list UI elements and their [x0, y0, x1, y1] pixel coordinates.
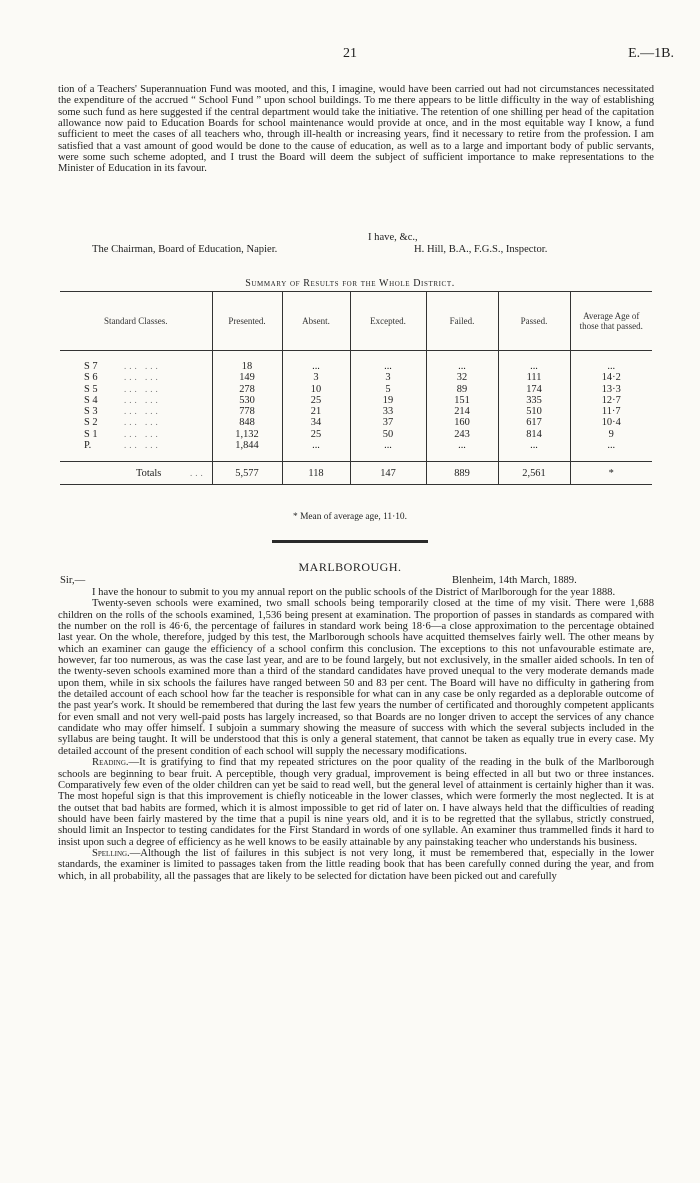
failed-cell: 89 — [426, 384, 498, 395]
row-class-cell — [60, 395, 212, 406]
class-label: S 5 — [84, 383, 98, 395]
leader-dots: ... ... — [124, 394, 161, 405]
document-reference: E.—1B. — [628, 46, 674, 61]
absent-cell: 34 — [282, 417, 350, 428]
leader-dots: ... ... — [124, 417, 161, 428]
absent-cell: 21 — [282, 406, 350, 417]
totals-passed: 2,561 — [498, 462, 570, 485]
absent-cell: ... — [282, 361, 350, 372]
failed-cell: 32 — [426, 372, 498, 383]
header-passed: Passed. — [498, 292, 570, 351]
table-title: Summary of Results for the Whole District. — [245, 278, 455, 289]
average-age-cell: ... — [570, 361, 652, 372]
header-failed: Failed. — [426, 292, 498, 351]
average-age-cell: ... — [570, 440, 652, 451]
class-label: P. — [84, 440, 92, 452]
excepted-cell: ... — [350, 361, 426, 372]
table-row — [60, 384, 652, 395]
row-class-cell — [60, 406, 212, 417]
average-age-cell: 14·2 — [570, 372, 652, 383]
presented-cell: 278 — [212, 384, 282, 395]
totals-row — [60, 462, 652, 485]
average-age-cell: 9 — [570, 429, 652, 440]
table-header-row — [60, 292, 652, 351]
totals-average-age: * — [570, 462, 652, 485]
row-class-cell — [60, 440, 212, 451]
presented-cell: 778 — [212, 406, 282, 417]
failed-cell: 214 — [426, 406, 498, 417]
addressee: The Chairman, Board of Education, Napier. — [92, 244, 278, 255]
intro-paragraph — [58, 84, 654, 175]
totals-label-cell: Totals ... — [60, 462, 212, 485]
failed-cell: ... — [426, 440, 498, 451]
class-label: S 7 — [84, 361, 98, 372]
table-row — [60, 372, 652, 383]
row-class-cell — [60, 429, 212, 440]
row-class-cell — [60, 372, 212, 383]
class-label: S 2 — [84, 417, 98, 429]
excepted-cell: 5 — [350, 384, 426, 395]
page-number: 21 — [343, 46, 357, 61]
header-standard-classes: Standard Classes. — [60, 292, 212, 351]
average-age-cell: 11·7 — [570, 406, 652, 417]
absent-cell: 25 — [282, 429, 350, 440]
header-absent: Absent. — [282, 292, 350, 351]
table-row — [60, 395, 652, 406]
paragraph-spelling — [58, 848, 654, 882]
table-row — [60, 440, 652, 451]
class-label: S 3 — [84, 406, 98, 418]
leader-dots: ... ... — [124, 372, 161, 383]
absent-cell: ... — [282, 440, 350, 451]
failed-cell: 160 — [426, 417, 498, 428]
failed-cell: 243 — [426, 429, 498, 440]
excepted-cell: 3 — [350, 372, 426, 383]
leader-dots: ... ... — [124, 383, 161, 394]
presented-cell: 1,844 — [212, 440, 282, 451]
row-class-cell — [60, 361, 212, 372]
reading-heading: Reading. — [92, 757, 129, 769]
passed-cell: 510 — [498, 406, 570, 417]
closing-line: I have, &c., — [368, 232, 418, 243]
presented-cell: 149 — [212, 372, 282, 383]
table-spacer — [60, 451, 652, 462]
row-class-cell — [60, 417, 212, 428]
totals-absent: 118 — [282, 462, 350, 485]
failed-cell: ... — [426, 361, 498, 372]
leader-dots: ... ... — [124, 406, 161, 417]
table-row — [60, 406, 652, 417]
header-presented: Presented. — [212, 292, 282, 351]
signature: H. Hill, B.A., F.G.S., Inspector. — [414, 244, 548, 255]
average-age-cell: 12·7 — [570, 395, 652, 406]
section-divider — [272, 540, 428, 543]
class-label: S 4 — [84, 394, 98, 406]
absent-cell: 10 — [282, 384, 350, 395]
results-table — [60, 291, 652, 485]
paragraph-intro: I have the honour to submit to you my annual report on the public schools of the District of Marlborough for the year 1888. — [92, 587, 616, 598]
spelling-heading: Spelling. — [92, 847, 130, 859]
failed-cell: 151 — [426, 395, 498, 406]
header-average-age: Average Age of those that passed. — [570, 292, 652, 351]
paragraph-examination: Twenty-seven schools were examined, two small schools being temporarily closed at the time of my visit. There were 1,688 children on the rolls of the schools examined, 1,536 being present at examination. The proportion of passes in standards as compared with the number on the roll is 46·6, the percentage of failures in standard work being 18·6—a close approximation to the percentage obtained last year. On the whole, therefore, judged by this test, the Marlborough schools have acquitted themselves fairly well. The other means by which an examiner can gauge the efficiency of a school confirm this conclusion. The exceptions to this not unfavourable estimate are, however, far too numerous, as was the case last year, and are to be found largely, but not exclusively, in the smaller aided schools. In ten of the twenty-seven schools examined more than a third of the standard candidates have proved unequal to the very moderate demands made upon them, while in six schools the failures have ranged between 50 and 83 per cent. The Board will have no difficulty in gathering from the detailed account of each school how far the teacher is responsible for what can in any case be only regarded as a deplorable outcome of the past year's work. It should be remembered that during the last few years the number of certificated and thoroughly competent applicants for even small and not very well-paid posts has largely increased, so that Boards are no longer driven to accept the services of any chance candidate who may offer himself. I subjoin a summary showing the measure of success with which the several subjects included in the syllabus are being taught. It will be understood that this is only a general statement, that cannot be taken as equally true in every case. My detailed account of the present condition of each school will supply the necessary modifications. — [58, 598, 654, 757]
table-row — [60, 417, 652, 428]
excepted-cell: 33 — [350, 406, 426, 417]
presented-cell: 18 — [212, 361, 282, 372]
average-age-cell: 13·3 — [570, 384, 652, 395]
leader-dots: ... ... — [124, 361, 161, 371]
totals-failed: 889 — [426, 462, 498, 485]
passed-cell: ... — [498, 361, 570, 372]
class-label: S 6 — [84, 372, 98, 384]
presented-cell: 530 — [212, 395, 282, 406]
section-title: MARLBOROUGH. — [298, 560, 402, 574]
header-excepted: Excepted. — [350, 292, 426, 351]
passed-cell: 335 — [498, 395, 570, 406]
leader-dots: ... ... — [124, 440, 161, 451]
excepted-cell: 50 — [350, 429, 426, 440]
passed-cell: 174 — [498, 384, 570, 395]
absent-cell: 25 — [282, 395, 350, 406]
leader-dots: ... ... — [124, 428, 161, 439]
presented-cell: 1,132 — [212, 429, 282, 440]
totals-excepted: 147 — [350, 462, 426, 485]
passed-cell: 814 — [498, 429, 570, 440]
report-body — [58, 587, 654, 882]
row-class-cell — [60, 384, 212, 395]
salutation: Sir,— — [60, 575, 86, 586]
excepted-cell: 19 — [350, 395, 426, 406]
totals-label: Totals — [136, 467, 162, 479]
table-row — [60, 429, 652, 440]
absent-cell: 3 — [282, 372, 350, 383]
passed-cell: 617 — [498, 417, 570, 428]
table-footnote: * Mean of average age, 11·10. — [293, 512, 407, 522]
table-spacer — [60, 351, 652, 362]
passed-cell: 111 — [498, 372, 570, 383]
average-age-cell: 10·4 — [570, 417, 652, 428]
excepted-cell: 37 — [350, 417, 426, 428]
spelling-text: —Although the list of failures in this subject is not very long, it must be remembered that, especially in the lower standards, the examiner is limited to passages taken from the little reading book that has been carefully conned during the year, and from which, in all probability, all the passages that are likely to be selected for dictation have been picked out and carefully — [58, 847, 654, 882]
class-label: S 1 — [84, 428, 98, 440]
totals-presented: 5,577 — [212, 462, 282, 485]
excepted-cell: ... — [350, 440, 426, 451]
table-row — [60, 361, 652, 372]
presented-cell: 848 — [212, 417, 282, 428]
reading-text: —It is gratifying to find that my repeated strictures on the poor quality of the reading in the bulk of the Marlborough schools are beginning to bear fruit. A perceptible, though very gradual, improvement is being effected in all but two or three instances. Comparatively few even of the older children can yet be said to read well, but the general level of attainment is certainly higher than it was. The most hopeful sign is that this improvement is chiefly noticeable in the lower classes, which were formerly the most neglected. It is at the outset that bad habits are formed, which it is almost impossible to get rid of later on. I have always held that the difficulties of reading should have been fairly mastered by the time that a pupil is nine years old, and it is to be regretted that the syllabus, strictly construed, should limit an Inspector to testing candidates for the First Standard in words of one syllable. An examiner thus trammelled finds it hard to insist upon such a degree of efficiency as he well knows to be easily attainable by any painstaking teacher who understands his business. — [58, 757, 654, 848]
dateline: Blenheim, 14th March, 1889. — [452, 575, 577, 586]
intro-text: tion of a Teachers' Superannuation Fund was mooted, and this, I imagine, would have been carried out had not circumstances necessitated the expenditure of the accrued “ School Fund ” upon school buildings. To me there appears to be little difficulty in the way of establishing some such fund as here suggested if the central department would take the initiative. The retention of one shilling per head of the capitation allowance now paid to Education Boards for school maintenance would provide at once, and in the most equitable way I know, a fund sufficient to meet the cases of all teachers who, through ill-health or increasing years, find it necessary to retire from the profession. I am satisfied that a vast amount of good would be done to the cause of education, as well as to a large and important body of public servants, were some such scheme adopted, and I trust the Board will deem the subject of sufficient importance to make representations to the Minister of Education in its favour. — [58, 84, 654, 175]
passed-cell: ... — [498, 440, 570, 451]
paragraph-reading — [58, 757, 654, 848]
